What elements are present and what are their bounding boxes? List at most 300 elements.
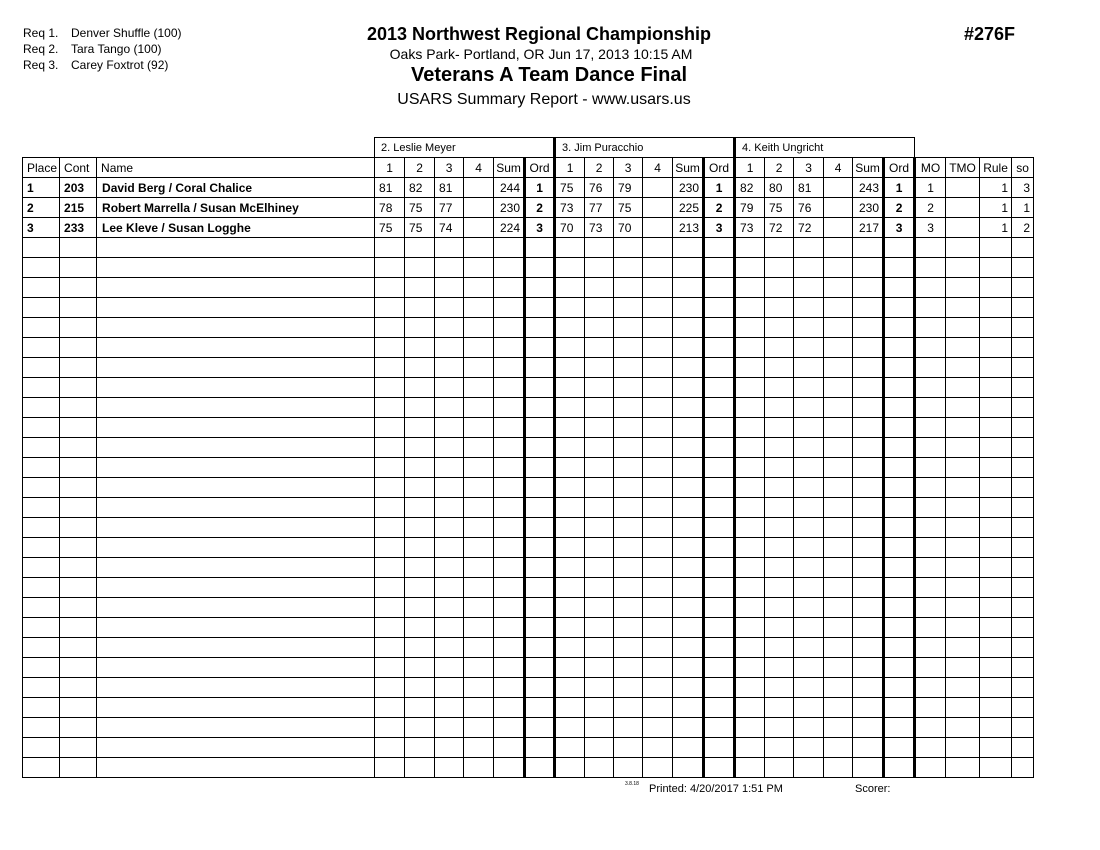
score-cell	[585, 518, 614, 538]
mo-cell	[915, 498, 946, 518]
so-cell	[1012, 578, 1034, 598]
score-cell	[435, 638, 464, 658]
mo-cell	[915, 278, 946, 298]
name-cell	[97, 358, 375, 378]
score-cell	[853, 498, 884, 518]
score-cell	[614, 598, 643, 618]
table-row	[23, 518, 1034, 538]
place-cell	[23, 298, 60, 318]
score-cell	[824, 338, 853, 358]
score-cell	[614, 558, 643, 578]
table-row	[23, 298, 1034, 318]
so-cell	[1012, 398, 1034, 418]
score-cell	[884, 338, 915, 358]
score-cell	[525, 358, 555, 378]
score-cell	[494, 518, 525, 538]
score-cell	[435, 418, 464, 438]
score-cell	[765, 418, 794, 438]
score-cell	[494, 258, 525, 278]
so-cell	[1012, 358, 1034, 378]
col-j3-2: 2	[765, 158, 794, 178]
score-cell	[853, 738, 884, 758]
score-cell: 3	[704, 218, 735, 238]
name-cell	[97, 718, 375, 738]
so-cell	[1012, 298, 1034, 318]
mo-cell	[915, 398, 946, 418]
name-cell	[97, 678, 375, 698]
col-j3-sum: Sum	[853, 158, 884, 178]
score-cell	[735, 658, 765, 678]
score-cell	[555, 398, 585, 418]
score-cell	[435, 578, 464, 598]
name-cell	[97, 438, 375, 458]
tmo-cell	[946, 178, 980, 198]
score-cell	[614, 458, 643, 478]
score-cell: 243	[853, 178, 884, 198]
score-cell	[704, 678, 735, 698]
score-cell	[435, 438, 464, 458]
score-cell	[494, 658, 525, 678]
col-mo: MO	[915, 158, 946, 178]
score-cell	[853, 578, 884, 598]
col-j3-1: 1	[735, 158, 765, 178]
score-cell	[853, 278, 884, 298]
tmo-cell	[946, 238, 980, 258]
cont-cell	[60, 478, 97, 498]
score-cell	[824, 498, 853, 518]
so-cell	[1012, 278, 1034, 298]
score-cell: 75	[614, 198, 643, 218]
score-cell	[673, 538, 704, 558]
score-cell	[375, 358, 405, 378]
score-cell	[794, 578, 824, 598]
tmo-cell	[946, 598, 980, 618]
score-cell	[794, 398, 824, 418]
rule-cell	[980, 738, 1012, 758]
score-cell: 81	[375, 178, 405, 198]
score-cell	[525, 258, 555, 278]
cont-cell	[60, 298, 97, 318]
tmo-cell	[946, 258, 980, 278]
score-cell	[643, 218, 673, 238]
name-cell	[97, 498, 375, 518]
score-cell	[824, 698, 853, 718]
col-j3-ord: Ord	[884, 158, 915, 178]
place-cell	[23, 318, 60, 338]
place-cell	[23, 578, 60, 598]
score-cell	[435, 598, 464, 618]
table-row	[23, 738, 1034, 758]
score-cell	[435, 658, 464, 678]
score-cell: 2	[884, 198, 915, 218]
table-row	[23, 378, 1034, 398]
score-cell	[464, 458, 494, 478]
score-cell	[704, 518, 735, 538]
score-cell	[555, 658, 585, 678]
tmo-cell	[946, 398, 980, 418]
col-j2-ord: Ord	[704, 158, 735, 178]
score-cell	[824, 438, 853, 458]
cont-cell	[60, 558, 97, 578]
score-cell	[614, 338, 643, 358]
score-cell	[525, 578, 555, 598]
score-cell	[765, 538, 794, 558]
table-row	[23, 458, 1034, 478]
score-cell	[614, 398, 643, 418]
score-cell	[643, 678, 673, 698]
score-cell	[765, 438, 794, 458]
score-cell	[555, 538, 585, 558]
score-cell	[494, 478, 525, 498]
score-cell: 230	[853, 198, 884, 218]
score-cell	[735, 358, 765, 378]
mo-cell	[915, 238, 946, 258]
score-cell	[673, 458, 704, 478]
score-cell	[884, 438, 915, 458]
score-cell	[643, 478, 673, 498]
table-row	[23, 178, 1034, 198]
so-cell	[1012, 638, 1034, 658]
score-cell	[435, 618, 464, 638]
score-cell: 224	[494, 218, 525, 238]
requirement-2: Req 2. Tara Tango (100)	[23, 42, 162, 56]
score-cell	[673, 498, 704, 518]
score-cell	[884, 718, 915, 738]
score-cell	[704, 638, 735, 658]
tmo-cell	[946, 578, 980, 598]
score-cell	[435, 258, 464, 278]
score-cell	[435, 358, 464, 378]
place-cell	[23, 758, 60, 778]
score-cell	[673, 518, 704, 538]
score-cell	[853, 298, 884, 318]
place-cell	[23, 538, 60, 558]
score-cell: 78	[375, 198, 405, 218]
score-cell	[765, 698, 794, 718]
score-cell	[525, 758, 555, 778]
score-cell	[585, 358, 614, 378]
score-cell	[405, 398, 435, 418]
score-cell	[585, 538, 614, 558]
score-cell	[765, 738, 794, 758]
place-cell: 3	[23, 218, 60, 238]
score-cell	[794, 478, 824, 498]
score-cell	[464, 618, 494, 638]
so-cell	[1012, 498, 1034, 518]
score-cell	[884, 398, 915, 418]
mo-cell	[915, 738, 946, 758]
score-cell	[405, 318, 435, 338]
so-cell: 1	[1012, 198, 1034, 218]
score-cell	[405, 718, 435, 738]
score-cell	[824, 178, 853, 198]
score-cell	[405, 758, 435, 778]
cont-cell	[60, 438, 97, 458]
score-cell	[525, 338, 555, 358]
score-cell	[464, 198, 494, 218]
score-cell	[585, 378, 614, 398]
table-row	[23, 558, 1034, 578]
score-cell	[375, 578, 405, 598]
score-cell	[853, 338, 884, 358]
score-cell	[643, 698, 673, 718]
mo-cell: 1	[915, 178, 946, 198]
score-cell	[555, 618, 585, 638]
name-cell: David Berg / Coral Chalice	[97, 178, 375, 198]
col-j1-2: 2	[405, 158, 435, 178]
score-cell	[794, 418, 824, 438]
score-cell	[614, 438, 643, 458]
name-cell	[97, 758, 375, 778]
score-cell	[405, 458, 435, 478]
score-cell	[405, 378, 435, 398]
score-cell	[643, 418, 673, 438]
name-cell	[97, 538, 375, 558]
score-cell	[765, 678, 794, 698]
score-cell	[405, 238, 435, 258]
score-cell	[525, 298, 555, 318]
score-cell	[494, 338, 525, 358]
score-cell	[884, 738, 915, 758]
score-cell	[525, 598, 555, 618]
score-cell	[375, 538, 405, 558]
score-cell	[794, 618, 824, 638]
score-cell	[555, 338, 585, 358]
score-cell	[375, 378, 405, 398]
name-cell	[97, 558, 375, 578]
score-cell	[585, 758, 614, 778]
score-cell	[765, 498, 794, 518]
so-cell	[1012, 618, 1034, 638]
col-j1-1: 1	[375, 158, 405, 178]
score-cell	[585, 438, 614, 458]
score-cell	[643, 718, 673, 738]
score-cell	[794, 298, 824, 318]
score-cell	[614, 258, 643, 278]
score-cell	[375, 478, 405, 498]
score-cell	[585, 698, 614, 718]
score-cell	[464, 278, 494, 298]
score-cell	[643, 558, 673, 578]
score-cell	[464, 338, 494, 358]
score-cell	[464, 298, 494, 318]
score-cell	[735, 598, 765, 618]
score-cell	[643, 298, 673, 318]
score-cell	[464, 558, 494, 578]
score-cell	[704, 578, 735, 598]
score-cell	[643, 578, 673, 598]
score-cell	[765, 298, 794, 318]
score-cell	[704, 358, 735, 378]
cont-cell	[60, 278, 97, 298]
score-cell	[704, 538, 735, 558]
score-cell: 76	[794, 198, 824, 218]
score-cell	[643, 238, 673, 258]
so-cell: 2	[1012, 218, 1034, 238]
score-cell	[824, 638, 853, 658]
table-row	[23, 658, 1034, 678]
score-cell	[405, 298, 435, 318]
score-cell	[824, 418, 853, 438]
score-cell	[464, 538, 494, 558]
score-cell	[794, 238, 824, 258]
score-cell: 70	[555, 218, 585, 238]
so-cell: 3	[1012, 178, 1034, 198]
score-cell	[464, 178, 494, 198]
event-name: Veterans A Team Dance Final	[410, 64, 688, 86]
score-cell	[853, 398, 884, 418]
score-cell	[494, 378, 525, 398]
score-cell	[585, 278, 614, 298]
score-cell	[555, 678, 585, 698]
score-cell	[884, 478, 915, 498]
score-cell	[435, 538, 464, 558]
rule-cell	[980, 378, 1012, 398]
score-cell	[435, 498, 464, 518]
score-cell	[673, 698, 704, 718]
score-cell: 79	[735, 198, 765, 218]
table-row	[23, 198, 1034, 218]
score-cell	[673, 598, 704, 618]
score-cell	[643, 358, 673, 378]
score-cell	[435, 378, 464, 398]
score-cell	[673, 718, 704, 738]
score-cell	[643, 338, 673, 358]
judge-2-name: 3. Jim Puracchio	[555, 138, 735, 158]
rule-cell: 1	[980, 198, 1012, 218]
score-cell	[853, 658, 884, 678]
score-cell	[735, 558, 765, 578]
mo-cell	[915, 478, 946, 498]
col-j1-4: 4	[464, 158, 494, 178]
score-cell: 70	[614, 218, 643, 238]
score-cell	[464, 218, 494, 238]
judge-3-name: 4. Keith Ungricht	[735, 138, 915, 158]
mo-cell	[915, 638, 946, 658]
place-cell: 1	[23, 178, 60, 198]
score-cell	[375, 658, 405, 678]
score-cell	[673, 378, 704, 398]
judges-row	[23, 138, 1034, 158]
table-row	[23, 538, 1034, 558]
place-cell	[23, 718, 60, 738]
score-cell	[525, 378, 555, 398]
score-cell	[765, 478, 794, 498]
score-cell	[794, 758, 824, 778]
name-cell	[97, 478, 375, 498]
score-cell	[884, 358, 915, 378]
score-cell	[824, 358, 853, 378]
score-cell	[673, 418, 704, 438]
score-cell	[704, 298, 735, 318]
score-cell	[735, 638, 765, 658]
rule-cell	[980, 638, 1012, 658]
table-row	[23, 318, 1034, 338]
score-cell	[555, 518, 585, 538]
score-cell	[405, 278, 435, 298]
score-cell	[585, 398, 614, 418]
score-cell	[765, 658, 794, 678]
score-cell	[525, 478, 555, 498]
tmo-cell	[946, 198, 980, 218]
score-cell	[494, 578, 525, 598]
score-cell	[853, 458, 884, 478]
name-cell	[97, 458, 375, 478]
score-cell	[494, 278, 525, 298]
score-cell: 76	[585, 178, 614, 198]
score-cell	[884, 378, 915, 398]
score-cell	[375, 298, 405, 318]
score-cell	[555, 298, 585, 318]
score-cell	[405, 658, 435, 678]
score-cell	[853, 378, 884, 398]
mo-cell	[915, 718, 946, 738]
score-cell	[405, 578, 435, 598]
tmo-cell	[946, 518, 980, 538]
score-cell	[884, 518, 915, 538]
place-cell	[23, 458, 60, 478]
cont-cell	[60, 338, 97, 358]
cont-cell	[60, 358, 97, 378]
rule-cell	[980, 598, 1012, 618]
col-j1-3: 3	[435, 158, 464, 178]
cont-cell	[60, 738, 97, 758]
score-cell: 3	[884, 218, 915, 238]
rule-cell	[980, 578, 1012, 598]
score-cell	[614, 318, 643, 338]
score-cell	[375, 278, 405, 298]
score-cell	[614, 698, 643, 718]
mo-cell	[915, 338, 946, 358]
score-cell: 79	[614, 178, 643, 198]
score-cell	[884, 538, 915, 558]
score-cell	[643, 498, 673, 518]
col-tmo: TMO	[946, 158, 980, 178]
score-cell	[673, 578, 704, 598]
so-cell	[1012, 658, 1034, 678]
score-cell	[794, 518, 824, 538]
score-cell	[614, 418, 643, 438]
score-cell	[704, 698, 735, 718]
score-cell	[405, 638, 435, 658]
mo-cell	[915, 758, 946, 778]
place-cell	[23, 358, 60, 378]
col-name: Name	[97, 158, 375, 178]
score-cell	[824, 478, 853, 498]
score-cell	[464, 698, 494, 718]
score-cell	[673, 238, 704, 258]
score-cell	[853, 258, 884, 278]
score-cell	[794, 358, 824, 378]
score-cell	[405, 538, 435, 558]
tmo-cell	[946, 558, 980, 578]
score-cell: 1	[525, 178, 555, 198]
mo-cell	[915, 598, 946, 618]
score-cell: 81	[435, 178, 464, 198]
col-j3-3: 3	[794, 158, 824, 178]
score-cell	[853, 558, 884, 578]
score-cell	[884, 258, 915, 278]
score-cell	[735, 278, 765, 298]
score-cell	[853, 718, 884, 738]
score-cell	[704, 738, 735, 758]
score-cell	[643, 618, 673, 638]
table-row	[23, 438, 1034, 458]
score-cell: 75	[405, 198, 435, 218]
score-cell: 81	[794, 178, 824, 198]
table-row	[23, 638, 1034, 658]
score-cell	[643, 518, 673, 538]
